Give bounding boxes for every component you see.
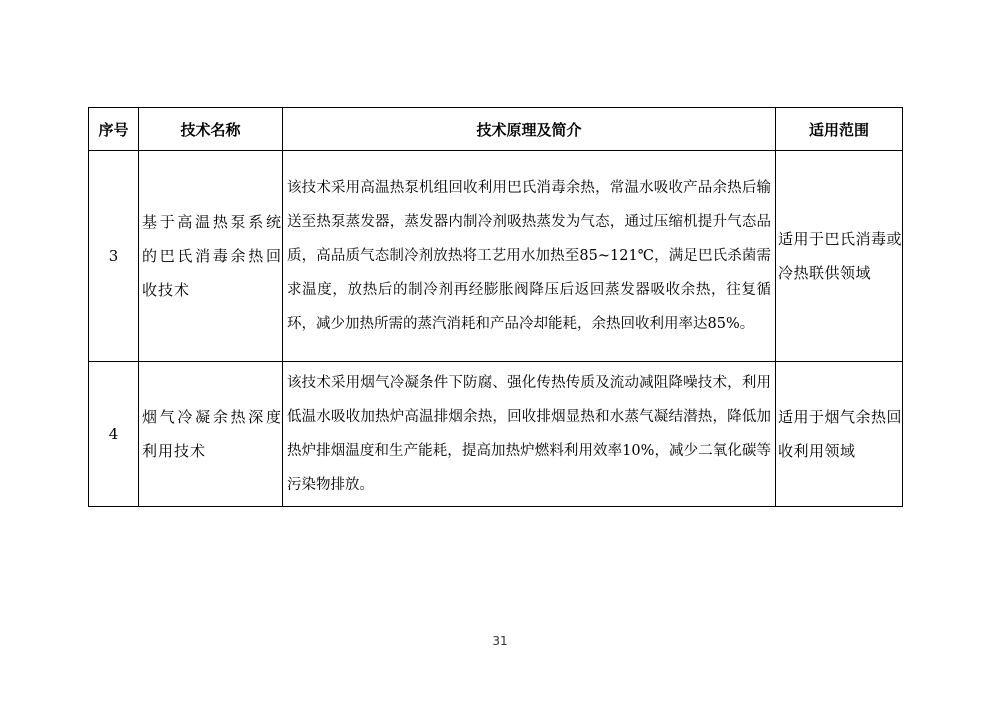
row-index: 3 bbox=[89, 151, 139, 362]
header-tech-name: 技术名称 bbox=[139, 108, 283, 151]
row-index: 4 bbox=[89, 362, 139, 507]
tech-scope: 适用于巴氏消毒或冷热联供领域 bbox=[776, 151, 903, 362]
technology-table bbox=[88, 107, 903, 507]
tech-name: 烟气冷凝余热深度利用技术 bbox=[139, 362, 283, 507]
tech-name: 基于高温热泵系统的巴氏消毒余热回收技术 bbox=[139, 151, 283, 362]
header-scope: 适用范围 bbox=[776, 108, 903, 151]
page-number: 31 bbox=[492, 634, 508, 648]
table-row bbox=[89, 362, 903, 507]
table-row bbox=[89, 151, 903, 362]
tech-description: 该技术采用高温热泵机组回收利用巴氏消毒余热，常温水吸收产品余热后输送至热泵蒸发器，蒸发器内制冷剂吸热蒸发为气态，通过压缩机提升气态品质，高品质气态制冷剂放热将工艺用水加热至85~121℃，满足巴氏杀菌需求温度，放热后的制冷剂再经膨胀阀降压后返回蒸发器吸收余热，往复循环，减少加热所需的蒸汽消耗和产品冷却能耗，余热回收利用率达85%。 bbox=[283, 151, 776, 362]
tech-scope: 适用于烟气余热回收利用领域 bbox=[776, 362, 903, 507]
header-index: 序号 bbox=[89, 108, 139, 151]
table-header-row bbox=[89, 108, 903, 151]
tech-description: 该技术采用烟气冷凝条件下防腐、强化传热传质及流动减阻降噪技术，利用低温水吸收加热炉高温排烟余热，回收排烟显热和水蒸气凝结潜热，降低加热炉排烟温度和生产能耗，提高加热炉燃料利用效率10%，减少二氧化碳等污染物排放。 bbox=[283, 362, 776, 507]
header-principle: 技术原理及简介 bbox=[283, 108, 776, 151]
